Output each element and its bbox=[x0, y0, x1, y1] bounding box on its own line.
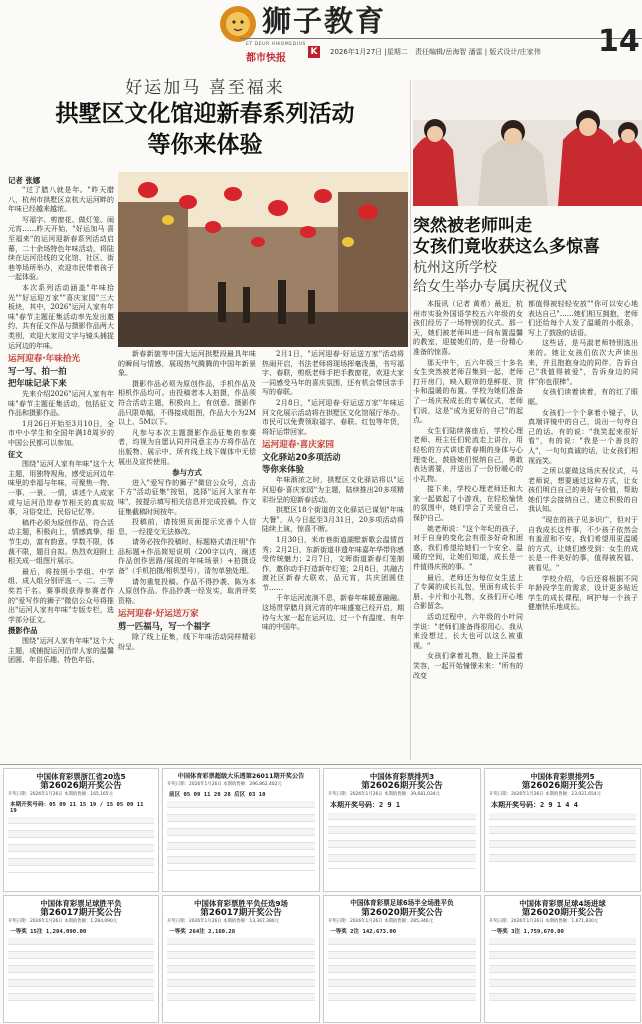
lottery-table bbox=[328, 938, 476, 1001]
teacher-col2-para: 女孩们一个个拿着小镜子，认真端详镜中的自己，说出一句夸自己的话。有的说："我笑起来很好看"，有的说："我是一个善良的人"，一句句真诚的话，让女孩们相视而笑。 bbox=[528, 408, 638, 465]
byline: 记者 张娜 bbox=[8, 176, 41, 185]
lottery-box bbox=[3, 895, 159, 1023]
label-zhengwen: 征文 bbox=[8, 449, 23, 459]
lead-col2-para: 请勿重复投稿。作品不得抄袭、陈为本人原创作品。作品抄袭一经发实，取消评奖资格。 bbox=[118, 577, 256, 605]
lottery-numbers: 一等奖 2注 142,673.00 bbox=[330, 929, 397, 935]
lottery-meta: 开奖日期：2026年1月26日 本期销售额：1,671,830元 bbox=[489, 919, 599, 924]
subhead-xiqing: 运河迎春·喜庆家园 bbox=[262, 440, 335, 451]
teacher-col2-para: 之所以要做这场庆祝仪式，马老师说，想要通过这种方式，让女孩们明白自己的美好与价值，帮助她们学会接纳自己，建立积极的自我认知。 bbox=[528, 467, 638, 514]
teacher-col1-para: 姚老师说："这个年纪的孩子，对于自身的变化会有很多好奇和困惑，我们希望给她们一个安全、温暖的空间，让她们知道，成长是一件值得庆祝的事。" bbox=[413, 524, 523, 572]
page-number: 14 bbox=[598, 24, 640, 59]
lottery-issue: 第26020期开奖公告 bbox=[361, 908, 443, 918]
lead-col2-para: 进入"爱写作的狮子"微信公众号，点击下方"活动征集"按钮，选择"运河人家有年味"，按提示填写相关信息并完成投稿。作文征集截稿时间按年。 bbox=[118, 478, 256, 516]
lottery-title: 中国体育彩票足球4场进球 bbox=[519, 899, 606, 908]
subhead-title-b: 把年味记录下来 bbox=[8, 378, 67, 389]
subhead-fuma: 剪一匹福马，写一个福字 bbox=[118, 621, 211, 632]
teacher-headline-line2: 女孩们竟收获这么多惊喜 bbox=[413, 237, 600, 257]
lottery-issue: 第26017期开奖公告 bbox=[40, 908, 122, 918]
lead-col-3 bbox=[262, 350, 404, 760]
lead-col3-para: 拱墅区18个街道的文化驿站已谋划"年味大餐"，从今日起至3月31日，20多项活动将陆续上演，惊喜不断。 bbox=[262, 506, 404, 534]
lottery-table bbox=[489, 938, 636, 1001]
lead-col3-para: 2月8日，"运河迎春·好运送万家"年味运河文化展示活动将在拱墅区文化馆展厅举办。市民可以免费领取福字、春联、红包等年货，将好运带回家。 bbox=[262, 398, 404, 436]
subhead-yizhan-a: 文化驿站20多项活动 bbox=[262, 452, 341, 463]
lead-headline-line1: 拱墅区文化馆迎新春系列活动 bbox=[55, 101, 355, 127]
masthead-rule bbox=[240, 38, 642, 39]
teacher-photo bbox=[413, 80, 642, 206]
lead-kicker: 好运加马 喜至福来 bbox=[125, 78, 285, 98]
teacher-col2-para: 女孩们读着读着，有的红了眼眶。 bbox=[528, 388, 638, 406]
lottery-title: 中国体育彩票足球胜平负 bbox=[40, 899, 122, 908]
brand-logo-icon: K bbox=[308, 46, 320, 58]
lead-photo bbox=[118, 172, 408, 347]
lottery-meta: 开奖日期：2026年1月26日 本期销售额：165,165元 bbox=[8, 792, 113, 797]
teacher-col2-para: 学校介绍，今后还将根据不同年龄段学生的需求，设计更多贴近学生的成长课程，呵护每一个孩子健康快乐地成长。 bbox=[528, 574, 638, 612]
teacher-col2-para: 都值得被轻轻安放""你可以安心地表达自己"……她们相互拥抱，老师们还给每个人发了温暖的小纸条，写上了鼓励的话语。 bbox=[528, 300, 638, 337]
lottery-numbers: 本期开奖号码：2 9 1 bbox=[330, 801, 401, 809]
subhead-nianwei: 运河迎春·年味拾光 bbox=[8, 354, 81, 365]
lottery-title: 中国体育彩票排列3 bbox=[369, 772, 435, 781]
brand-name: 都市快报 bbox=[246, 53, 286, 64]
lottery-issue: 第26020期开奖公告 bbox=[521, 908, 604, 918]
lead-col1-para: 先来介绍2026"运河人家有年味"春节主题征集活动，包括征文作品和摄影作品。 bbox=[8, 390, 114, 418]
column-divider bbox=[410, 80, 411, 760]
lead-col3-para: 千年运河流淌不息，新春年味暖意融融。这场贯穿腊月到元宵的年味盛宴已经开启，期待与大家一起在运河边，过一个有温度、有年味的中国年。 bbox=[262, 594, 404, 632]
lottery-box bbox=[3, 768, 159, 892]
editors-line: 责任编辑/岳海智 潘雷 | 版式设计/庄家伟 bbox=[415, 48, 541, 56]
teacher-col1-para: 接下来，学校心理老师还和大家一起做起了小游戏，在轻松愉快的氛围中，她们学会了关爱自己、保护自己。 bbox=[413, 485, 523, 523]
lottery-box bbox=[323, 768, 481, 892]
lottery-table bbox=[489, 813, 636, 862]
subhead-yizhan-b: 等你来体验 bbox=[262, 464, 304, 475]
lottery-numbers: 本期开奖号码：2 9 1 4 4 bbox=[491, 801, 578, 809]
lottery-meta: 开奖日期：2026年1月26日 本期销售额：296,862,402元 bbox=[167, 782, 282, 787]
subhead-haoyun: 运河迎春·好运送万家 bbox=[118, 609, 199, 620]
section-title: 狮子教育 bbox=[262, 4, 387, 38]
masthead bbox=[0, 0, 642, 70]
lottery-meta: 开奖日期：2026年1月26日 本期销售额：13,367,380元 bbox=[167, 919, 279, 924]
lead-col1-para: 最后，将按照小学组、中学组、成人组分别评选一、二、三等奖若干名。赛事级获得参赛者作的"爱写作的狮子"微信公众号将推出"运河人家有年味"专版专栏，选学部分征文。 bbox=[8, 567, 114, 624]
teacher-col1-para: 女生们陆续落座后，学校心理老师、班主任们轮流走上讲台，用轻松的方式讲述青春期的身体与心理变化，鼓励她们悦纳自己，勇敢表达需要，并送出了一份份暖心的小礼物。 bbox=[413, 426, 523, 483]
lead-col3-para: 1月30日，米市巷街道湖墅新歌会温情首秀；2月2日，东新街道非遗年味嘉年华带你感受传统魅力；2月7日，文晖街道新春灯笼制作，邀你动手打造新年灯笼；2月8日，共融古渡社区新春大联欢，品元宵，共庆团圆佳节…… bbox=[262, 535, 404, 592]
brand-sub: ET DEUR HIKOMEDIUS bbox=[246, 42, 306, 47]
lottery-title: 中国体育彩票足球6场半全场胜平负 bbox=[350, 899, 454, 907]
lead-col1-para: 写福字、剪窗花、做灯笼、闹元宵……昨天开始，"好运加马 喜至福来"的运河迎新春系列活动启幕，二十余场特色年味活动，将陆续在运河沿线的文化馆、社区、街巷等场所举办，欢迎市民带着孩子一起体验。 bbox=[8, 215, 114, 282]
lead-col1-para: 围绕"运河人家有年味"这个大主题，或捕捉运河沿岸人家的温馨团圆、年俗乐趣、特色年俗、 bbox=[8, 636, 114, 665]
lottery-numbers: 本期开奖号码：05 09 11 15 19 / 15 05 09 11 19 bbox=[10, 802, 144, 814]
lottery-numbers: 一等奖 264注 2,160.28 bbox=[169, 929, 236, 935]
lottery-box bbox=[323, 895, 481, 1023]
lottery-title: 中国体育彩票排列5 bbox=[530, 772, 595, 781]
label-participate: 参与方式 bbox=[172, 468, 202, 478]
lead-col2-para: 凡参与本次主题摄影作品征集的参赛者，均视为自愿认同并同意主办方将作品在出版物、展示中、所有线上线下媒体中无偿展出及宣传使用。 bbox=[118, 428, 256, 466]
teacher-col2-para: "现在的孩子见多识广，但对于自我成长这件事，不少孩子依然会有羞涩和不安，我们希望用更温暖的方式，让她们感受到：女生的成长是一件美好的事，值得被祝福、被看见。" bbox=[528, 516, 638, 573]
lead-headline-line2: 等你来体验 bbox=[147, 132, 263, 158]
lead-col2-para: 请务必按作投稿时，标题格式请注明"作品标题+作品简短说明（200字以内，阐述作品创作思路/展现的年味场景）+拍摄设备"（手机拍摄/相机型号），清勿单独处理。 bbox=[118, 538, 256, 576]
teacher-col1-para: 那天中午，五六年级三十多名女生突然被老师召集到一起，老师打开房门，映入眼帘的是鲜花、贺卡和温暖的布置。学校为她们准备了一场庆祝成长的专属仪式，老师们说，这是"成为更好的自己"的起点。 bbox=[413, 358, 523, 425]
lottery-table bbox=[328, 813, 476, 869]
lottery-numbers: 前区 05 09 11 20 28 后区 03 10 bbox=[169, 792, 266, 798]
lead-col-1 bbox=[8, 186, 114, 756]
lead-col1-para: 1月26日开始至3月10日，全市中小学生和全国年满18周岁的中国公民都可以参加。 bbox=[8, 419, 114, 448]
lottery-title: 中国体育彩票胜平负任选9场 bbox=[194, 899, 288, 908]
lead-col1-para: 本次系列活动涵盖"年味拾光""好运迎万家""喜庆家园"三大板块，其中，2026"运河人家有年味"春节主题征集活动率先发出邀约，共有征文作品与摄影作品两大类别，欢迎大家用文字与镜头捕捉运河边的年味。 bbox=[8, 283, 114, 350]
teacher-headline-line1: 突然被老师叫走 bbox=[413, 216, 532, 236]
lottery-box bbox=[162, 768, 320, 892]
lottery-meta: 开奖日期：2026年1月26日 本期销售额：23,921,654元 bbox=[489, 792, 601, 797]
lead-col1-para: 围绕"运河人家有年味"这个大主题，用独特视角，感受运河边年味里的幸福与年味，可聚焦一物、一事、一景、一情，讲述个人成家或与运河沿岸春节相关的真实故事，习俗变迁、民俗记忆等。 bbox=[8, 460, 114, 517]
lottery-issue: 第26026期开奖公告 bbox=[40, 781, 122, 791]
teacher-col1-para: 本报讯（记者 黄希）最近，杭州市实验外国语学校五六年级的女孩们经历了一场特别的仪式。那一天，她们被老师叫进一间布置温馨的教室，迎接她们的，是一份精心准备的惊喜。 bbox=[413, 300, 523, 356]
teacher-col-1 bbox=[413, 300, 523, 760]
lottery-issue: 第26017期开奖公告 bbox=[200, 908, 282, 918]
label-sheying: 摄影作品 bbox=[8, 626, 38, 636]
lottery-box bbox=[484, 768, 641, 892]
teacher-deck-line2: 给女生举办专属庆祝仪式 bbox=[413, 279, 567, 295]
lottery-table bbox=[167, 938, 315, 1001]
lead-col3-para: 年味渐浓之时，拱墅区文化驿站将以"运河迎春·喜庆家园"为主题，陆续推出20多项精彩纷呈的迎新春活动。 bbox=[262, 476, 404, 504]
teacher-col1-para: 最后，老师还为每位女生送上了专属的成长礼包，里面有成长手册、卡片和小礼物，女孩们开心地合影留念。 bbox=[413, 573, 523, 611]
lottery-table bbox=[8, 817, 154, 873]
lottery-title: 中国体育彩票超级大乐透第26011期开奖公告 bbox=[177, 773, 305, 780]
lead-col-2 bbox=[118, 350, 256, 760]
lead-col2-para: 除了线上征集，线下年味活动同样精彩纷呈。 bbox=[118, 633, 256, 652]
lead-col2-para: 新春新貌等中国大运河拱墅段最具年味的瞬间与情感，展现热气腾腾的中国年新景象。 bbox=[118, 350, 256, 378]
teacher-col2-para: 这些话，是马淑老师特别选出来的。她让女孩们依次大声读出来，并且抱抱身边的同伴，告诉自己"我值得被爱"，告诉身边的同伴"你也很棒"。 bbox=[528, 339, 638, 386]
lottery-numbers: 一等奖 15注 1,284,090.00 bbox=[10, 929, 87, 935]
lottery-issue: 第26026期开奖公告 bbox=[361, 781, 443, 791]
lead-col2-para: 投稿前，请按照页面提示完善个人信息，一经提交无法修改。 bbox=[118, 518, 256, 536]
lottery-meta: 开奖日期：2026年1月26日 本期销售额：285,346元 bbox=[328, 919, 433, 924]
subhead-title-a: 写一写、拍一拍 bbox=[8, 366, 67, 377]
lottery-table bbox=[167, 801, 315, 871]
lottery-box bbox=[162, 895, 320, 1023]
lottery-numbers: 一等奖 3注 1,759,670.00 bbox=[491, 929, 564, 935]
lottery-box bbox=[484, 895, 641, 1023]
teacher-col-2 bbox=[528, 300, 638, 760]
lottery-meta: 开奖日期：2026年1月26日 本期销售额：39,681,034元 bbox=[328, 792, 440, 797]
date-line: 2026年1月27日 |星期二 bbox=[330, 48, 408, 56]
teacher-deck-line1: 杭州这所学校 bbox=[413, 260, 497, 276]
teacher-col1-para: 活动过程中，六年级的小叶同学说："老师们准备得很用心，我从来没想过，长大也可以这么被重视。" bbox=[413, 613, 523, 650]
lottery-meta: 开奖日期：2026年1月26日 本期销售额：1,284,090元 bbox=[8, 919, 118, 924]
lottery-table bbox=[8, 938, 154, 1001]
lead-col2-para: 摄影作品必须为原创作品，手机作品及相机作品均可。由投稿者本人拍摄，作品须符合活动主题，积极向上，有创意。摄影作品只限单幅，不得接成组图，作品大小为2M以上、5M以下。 bbox=[118, 379, 256, 427]
lottery-top-rule bbox=[0, 764, 642, 765]
lottery-issue: 第26026期开奖公告 bbox=[521, 781, 604, 791]
lead-col3-para: 2月1日，"运河迎春·好运送万家"活动将热闹开启，书法老师将现场挥毫泼墨，书写福字、春联，剪纸老师手把手教窗花，欢迎大家一同感受马年的喜庆氛围，还有机会带回亲手写的春联。 bbox=[262, 350, 404, 397]
lead-col1-para: "过了腊八就是年。"昨天腊八，杭州市拱墅区京杭大运河畔的年味已经越来越浓。 bbox=[8, 186, 114, 214]
lottery-title: 中国体育彩票浙江省20选5 bbox=[36, 772, 126, 781]
lead-col1-para: 稿件必须为原创作品，符合活动主题，积极向上，情感真挚，细节生动，富有韵意。学数不限，体裁不限，题目自拟。热烈欢迎附上相关成一组图片展示。 bbox=[8, 518, 114, 566]
teacher-col1-para: 女孩们拿着礼物，脸上洋溢着笑容，一起开始憧憬未来："所有的改变 bbox=[413, 652, 523, 680]
